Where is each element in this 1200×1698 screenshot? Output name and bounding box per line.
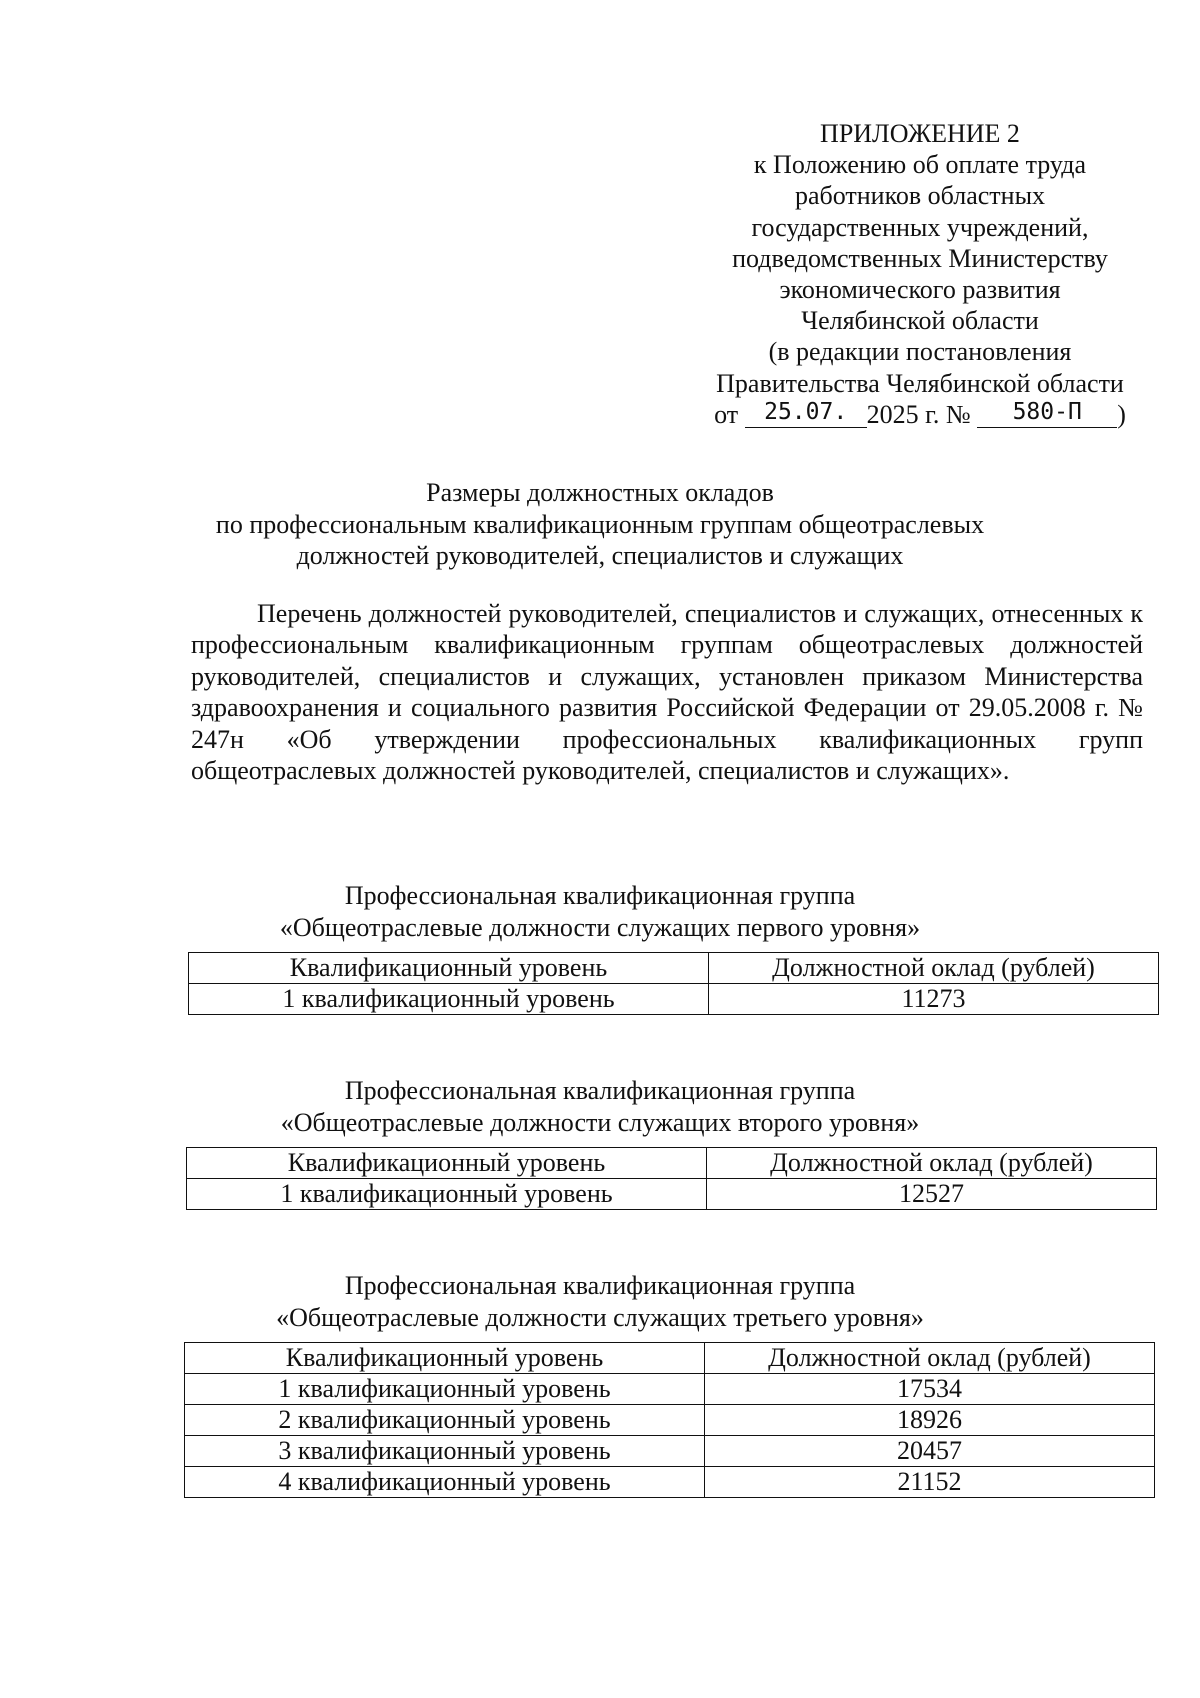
- group-title-line: «Общеотраслевые должности служащих второго уровня»: [280, 1107, 920, 1137]
- body-paragraph: Перечень должностей руководителей, специалистов и служащих, отнесенных к профессиональным квалификационным группам общеотраслевых должностей руководителей, специалистов и служащих, установлен приказом Министерства здравоохранения и социального развития Российской Федерации от 29.05.2008 г. № 247н «Об утверждении профессиональных квалификационных групп общеотраслевых должностей руководителей, специалистов и служащих».: [191, 599, 1143, 786]
- table-row: [185, 1436, 1155, 1467]
- group-title: [0, 880, 1200, 943]
- header-cell: Должностной оклад (рублей): [705, 1343, 1155, 1374]
- salary-cell: 17534: [705, 1374, 1155, 1405]
- appendix-line: экономического развития: [779, 275, 1061, 305]
- resolution-date: 25.07.: [764, 398, 848, 425]
- salary-cell: 12527: [707, 1179, 1157, 1210]
- level-cell: 1 квалификационный уровень: [189, 984, 709, 1015]
- appendix-title: ПРИЛОЖЕНИЕ 2: [820, 119, 1020, 148]
- header-cell: Квалификационный уровень: [189, 953, 709, 984]
- level-cell: 1 квалификационный уровень: [185, 1374, 705, 1405]
- table-header-row: [187, 1148, 1157, 1179]
- resolution-line: [640, 399, 1200, 430]
- table-row: [185, 1467, 1155, 1498]
- appendix-line: Челябинской области: [801, 306, 1039, 336]
- section-title: [0, 477, 1200, 572]
- section-title-line: Размеры должностных окладов: [426, 478, 774, 507]
- group-title-line: «Общеотраслевые должности служащих третьего уровня»: [276, 1302, 924, 1332]
- header-cell: Должностной оклад (рублей): [707, 1148, 1157, 1179]
- appendix-line: работников областных: [794, 181, 1046, 211]
- resolution-suffix: ): [1117, 399, 1126, 429]
- resolution-year: 2025 г. №: [866, 399, 971, 429]
- group-title-line: Профессиональная квалификационная группа: [344, 881, 856, 910]
- appendix-line: подведомственных Министерству: [732, 243, 1108, 273]
- table-header-row: [185, 1343, 1155, 1374]
- table-row: [185, 1374, 1155, 1405]
- section-title-line: должностей руководителей, специалистов и служащих: [296, 541, 904, 570]
- salary-cell: 21152: [705, 1467, 1155, 1498]
- table-row: [189, 984, 1159, 1015]
- salary-table: [188, 952, 1159, 1015]
- header-cell: Квалификационный уровень: [185, 1343, 705, 1374]
- table-row: [187, 1179, 1157, 1210]
- appendix-line: (в редакции постановления: [768, 337, 1072, 367]
- salary-cell: 20457: [705, 1436, 1155, 1467]
- level-cell: 1 квалификационный уровень: [187, 1179, 707, 1210]
- group-title-line: «Общеотраслевые должности служащих первого уровня»: [279, 912, 921, 942]
- resolution-number-field: [977, 399, 1117, 428]
- salary-table: [186, 1147, 1157, 1210]
- group-title-line: Профессиональная квалификационная группа: [344, 1271, 856, 1300]
- level-cell: 2 квалификационный уровень: [185, 1405, 705, 1436]
- appendix-block: [640, 118, 1200, 430]
- table-header-row: [189, 953, 1159, 984]
- group-title: [0, 1075, 1200, 1138]
- level-cell: 3 квалификационный уровень: [185, 1436, 705, 1467]
- group-title: [0, 1270, 1200, 1333]
- appendix-line: государственных учреждений,: [751, 212, 1089, 242]
- section-title-line: по профессиональным квалификационным группам общеотраслевых: [215, 509, 985, 539]
- appendix-line: к Положению об оплате труда: [753, 150, 1087, 180]
- salary-cell: 18926: [705, 1405, 1155, 1436]
- level-cell: 4 квалификационный уровень: [185, 1467, 705, 1498]
- header-cell: Должностной оклад (рублей): [709, 953, 1159, 984]
- resolution-prefix: от: [714, 399, 739, 429]
- resolution-number: 580-П: [1012, 398, 1082, 425]
- table-row: [185, 1405, 1155, 1436]
- salary-cell: 11273: [709, 984, 1159, 1015]
- resolution-date-field: [745, 399, 867, 428]
- appendix-line: Правительства Челябинской области: [716, 368, 1124, 398]
- salary-table: [184, 1342, 1155, 1498]
- header-cell: Квалификационный уровень: [187, 1148, 707, 1179]
- group-title-line: Профессиональная квалификационная группа: [344, 1076, 856, 1105]
